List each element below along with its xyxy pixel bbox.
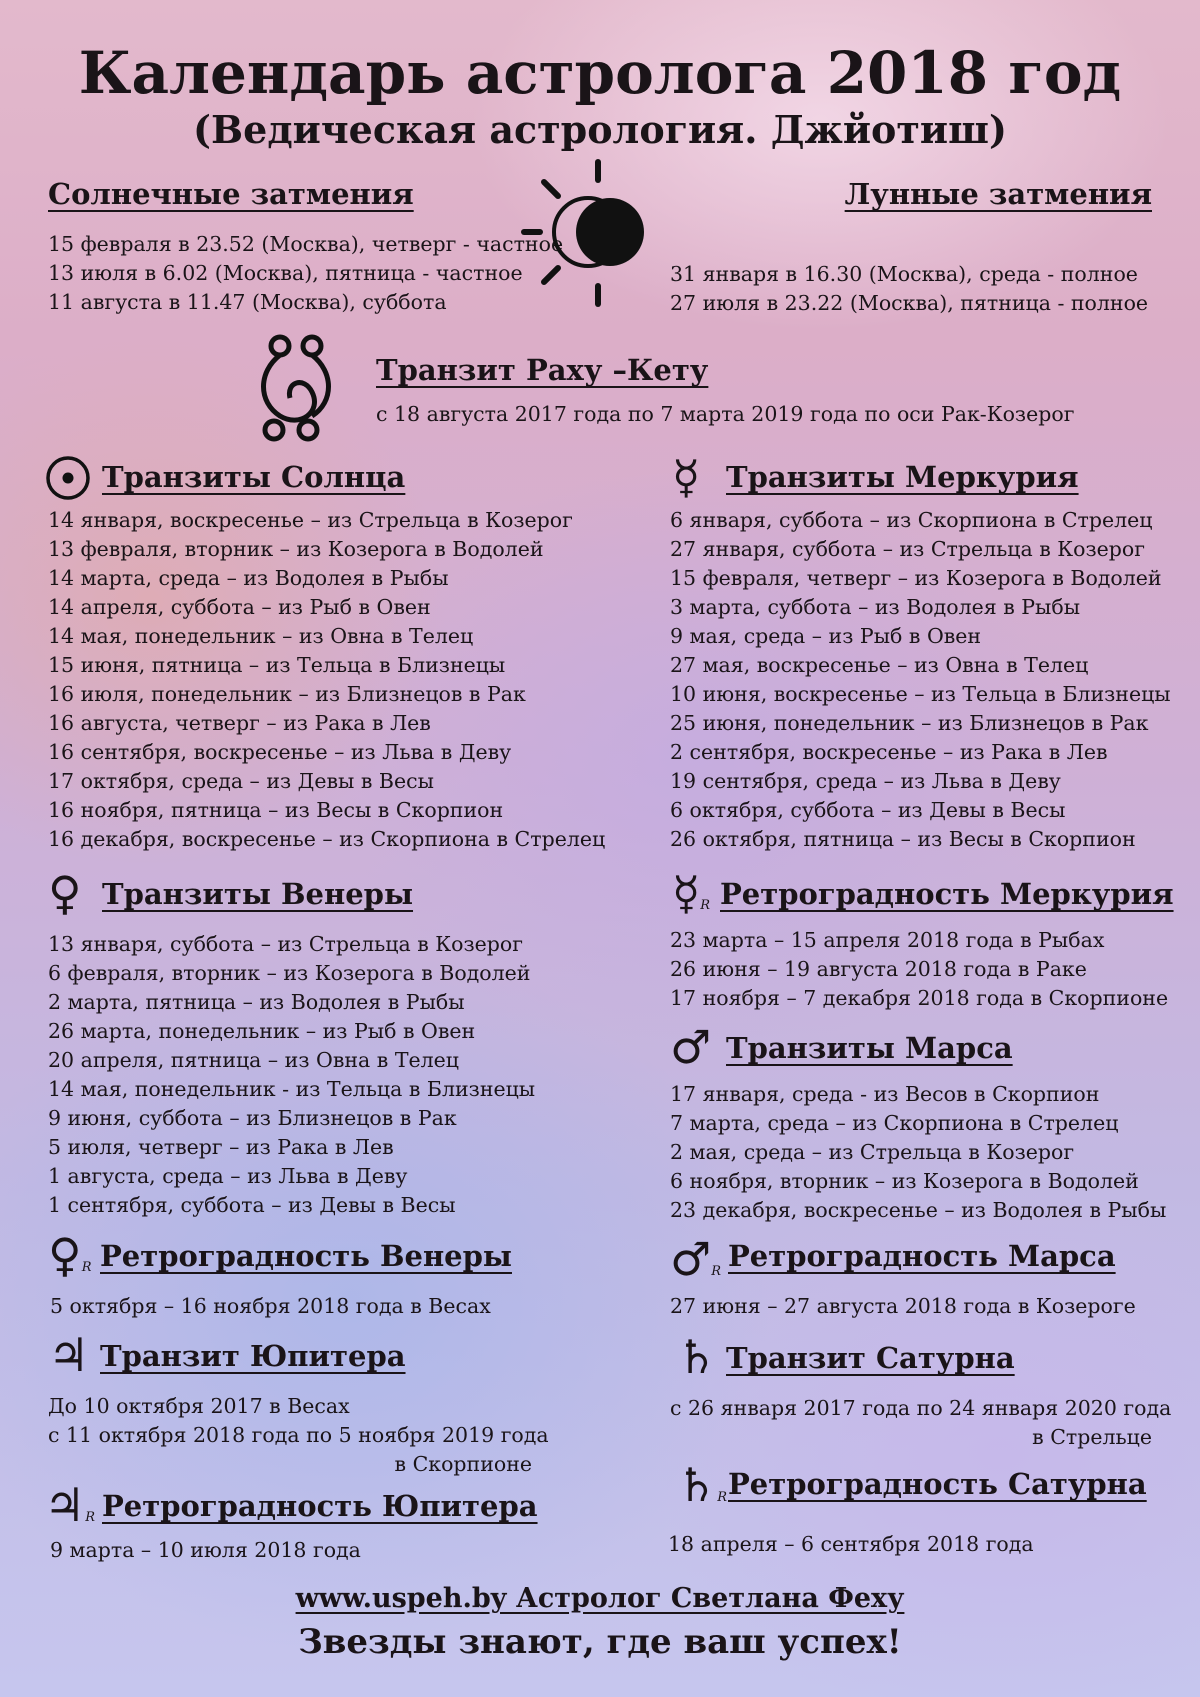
list-item: До 10 октября 2017 в Весах [48, 1394, 350, 1418]
mars-transits-heading: Транзиты Марса [726, 1031, 1013, 1065]
lunar-eclipses-heading: Лунные затмения [844, 177, 1152, 211]
list-item: 5 июля, четверг – из Рака в Лев [48, 1135, 394, 1159]
list-item: в Стрельце [1032, 1425, 1152, 1449]
page-title: Календарь астролога 2018 год [78, 39, 1122, 107]
mercury-transits-list [670, 506, 1171, 854]
list-item: 13 февраля, вторник – из Козерога в Водолей [48, 537, 544, 561]
list-item: 14 апреля, суббота – из Рыб в Овен [48, 595, 431, 619]
jupiter-retrograde-text: 9 марта – 10 июля 2018 года [50, 1538, 361, 1562]
list-item: 14 мая, понедельник – из Овна в Телец [48, 624, 474, 648]
list-item: 1 августа, среда – из Льва в Деву [48, 1164, 408, 1188]
jupiter-transit-text [48, 1392, 549, 1479]
mercury-symbol-icon: ☿ [672, 450, 701, 504]
mercury-retrograde-list [670, 926, 1168, 1013]
list-item: 19 сентября, среда – из Льва в Деву [670, 769, 1061, 793]
rahu-ketu-text: с 18 августа 2017 года по 7 марта 2019 года по оси Рак-Козерог [376, 402, 1075, 426]
list-item: 14 мая, понедельник - из Тельца в Близнецы [48, 1077, 536, 1101]
rahu-ketu-heading: Транзит Раху –Кету [376, 353, 709, 387]
mercury-retrograde-icon: ☿R [672, 866, 711, 920]
list-item: с 26 января 2017 года по 24 января 2020 года [670, 1396, 1172, 1420]
eclipse-icon [520, 158, 670, 308]
list-item: 10 июня, воскресенье – из Тельца в Близнецы [670, 682, 1171, 706]
list-item: 6 января, суббота – из Скорпиона в Стрелец [670, 508, 1153, 532]
list-item: 15 февраля, четверг – из Козерога в Водолей [670, 566, 1162, 590]
saturn-transit-text [670, 1394, 1172, 1452]
solar-eclipses-list [48, 230, 563, 317]
saturn-retrograde-icon: ♄R [676, 1458, 728, 1512]
sun-symbol-icon [44, 454, 92, 502]
list-item: 14 марта, среда – из Водолея в Рыбы [48, 566, 449, 590]
list-item: 16 июля, понедельник – из Близнецов в Рак [48, 682, 526, 706]
list-item: 2 мая, среда – из Стрельца в Козерог [670, 1140, 1075, 1164]
jupiter-retrograde-icon: ♃R [44, 1478, 96, 1532]
sun-transits-list [48, 506, 605, 854]
list-item: 6 ноября, вторник – из Козерога в Водолей [670, 1169, 1139, 1193]
mars-transits-list [670, 1080, 1166, 1225]
list-item: 25 июня, понедельник – из Близнецов в Рак [670, 711, 1149, 735]
list-item: 9 июня, суббота – из Близнецов в Рак [48, 1106, 457, 1130]
list-item: в Скорпионе [394, 1452, 532, 1476]
list-item: с 11 октября 2018 года по 5 ноября 2019 года [48, 1423, 549, 1447]
list-item: 2 марта, пятница – из Водолея в Рыбы [48, 990, 465, 1014]
list-item: 17 января, среда - из Весов в Скорпион [670, 1082, 1100, 1106]
list-item: 6 октября, суббота – из Девы в Весы [670, 798, 1066, 822]
list-item: 11 августа в 11.47 (Москва), суббота [48, 290, 447, 314]
retrograde-mark: R [700, 898, 711, 913]
mars-retrograde-text: 27 июня – 27 августа 2018 года в Козероге [670, 1294, 1136, 1318]
list-item: 27 января, суббота – из Стрельца в Козерог [670, 537, 1145, 561]
list-item: 3 марта, суббота – из Водолея в Рыбы [670, 595, 1081, 619]
list-item: 15 февраля в 23.52 (Москва), четверг - частное [48, 232, 564, 256]
solar-eclipses-heading: Солнечные затмения [48, 177, 414, 211]
mercury-retrograde-heading: Ретроградность Меркурия [720, 877, 1174, 911]
list-item: 15 июня, пятница – из Тельца в Близнецы [48, 653, 506, 677]
list-item: 26 июня – 19 августа 2018 года в Раке [670, 957, 1087, 981]
mars-retrograde-icon: ♂R [670, 1232, 722, 1286]
list-item: 7 марта, среда – из Скорпиона в Стрелец [670, 1111, 1119, 1135]
list-item: 16 декабря, воскресенье – из Скорпиона в Стрелец [48, 827, 606, 851]
saturn-retrograde-heading: Ретроградность Сатурна [728, 1467, 1147, 1501]
mars-retrograde-heading: Ретроградность Марса [728, 1239, 1116, 1273]
jupiter-retrograde-heading: Ретроградность Юпитера [102, 1489, 538, 1523]
list-item: 16 сентября, воскресенье – из Льва в Деву [48, 740, 512, 764]
mars-symbol-icon: ♂ [670, 1020, 712, 1074]
mercury-transits-heading: Транзиты Меркурия [726, 460, 1079, 494]
venus-transits-list [48, 930, 535, 1220]
list-item: 17 октября, среда – из Девы в Весы [48, 769, 434, 793]
rahu-ketu-icon [250, 332, 340, 444]
list-item: 6 февраля, вторник – из Козерога в Водолей [48, 961, 531, 985]
lunar-eclipses-list [670, 260, 1148, 318]
list-item: 20 апреля, пятница – из Овна в Телец [48, 1048, 459, 1072]
venus-retrograde-text: 5 октября – 16 ноября 2018 года в Весах [50, 1294, 491, 1318]
page-subtitle: (Ведическая астрология. Джйотиш) [193, 107, 1007, 152]
saturn-symbol-icon: ♄ [676, 1330, 718, 1384]
list-item: 9 мая, среда – из Рыб в Овен [670, 624, 982, 648]
list-item: 26 марта, понедельник – из Рыб в Овен [48, 1019, 476, 1043]
list-item: 23 декабря, воскресенье – из Водолея в Рыбы [670, 1198, 1167, 1222]
list-item: 17 ноября – 7 декабря 2018 года в Скорпионе [670, 986, 1169, 1010]
jupiter-transit-heading: Транзит Юпитера [100, 1339, 406, 1373]
list-item: 1 сентября, суббота – из Девы в Весы [48, 1193, 456, 1217]
list-item: 23 марта – 15 апреля 2018 года в Рыбах [670, 928, 1105, 952]
venus-retrograde-icon: ♀R [48, 1228, 92, 1282]
list-item: 13 января, суббота – из Стрельца в Козерог [48, 932, 523, 956]
list-item: 14 января, воскресенье – из Стрельца в Козерог [48, 508, 573, 532]
sun-transits-heading: Транзиты Солнца [102, 460, 406, 494]
venus-retrograde-heading: Ретроградность Венеры [100, 1239, 512, 1273]
list-item: 26 октября, пятница – из Весы в Скорпион [670, 827, 1136, 851]
footer-slogan: Звезды знают, где ваш успех! [298, 1622, 902, 1662]
jupiter-symbol-icon: ♃ [48, 1328, 90, 1382]
venus-symbol-icon: ♀ [48, 866, 82, 920]
list-item: 13 июля в 6.02 (Москва), пятница - частное [48, 261, 523, 285]
saturn-retrograde-text: 18 апреля – 6 сентября 2018 года [668, 1532, 1034, 1556]
list-item: 16 ноября, пятница – из Весы в Скорпион [48, 798, 504, 822]
footer-site-link[interactable]: www.uspeh.by Астролог Светлана Феху [295, 1583, 905, 1614]
list-item: 27 июля в 23.22 (Москва), пятница - полное [670, 291, 1149, 315]
saturn-transit-heading: Транзит Сатурна [726, 1341, 1015, 1375]
list-item: 27 мая, воскресенье – из Овна в Телец [670, 653, 1089, 677]
list-item: 16 августа, четверг – из Рака в Лев [48, 711, 431, 735]
list-item: 2 сентября, воскресенье – из Рака в Лев [670, 740, 1108, 764]
venus-transits-heading: Транзиты Венеры [102, 877, 414, 911]
list-item: 31 января в 16.30 (Москва), среда - полное [670, 262, 1138, 286]
